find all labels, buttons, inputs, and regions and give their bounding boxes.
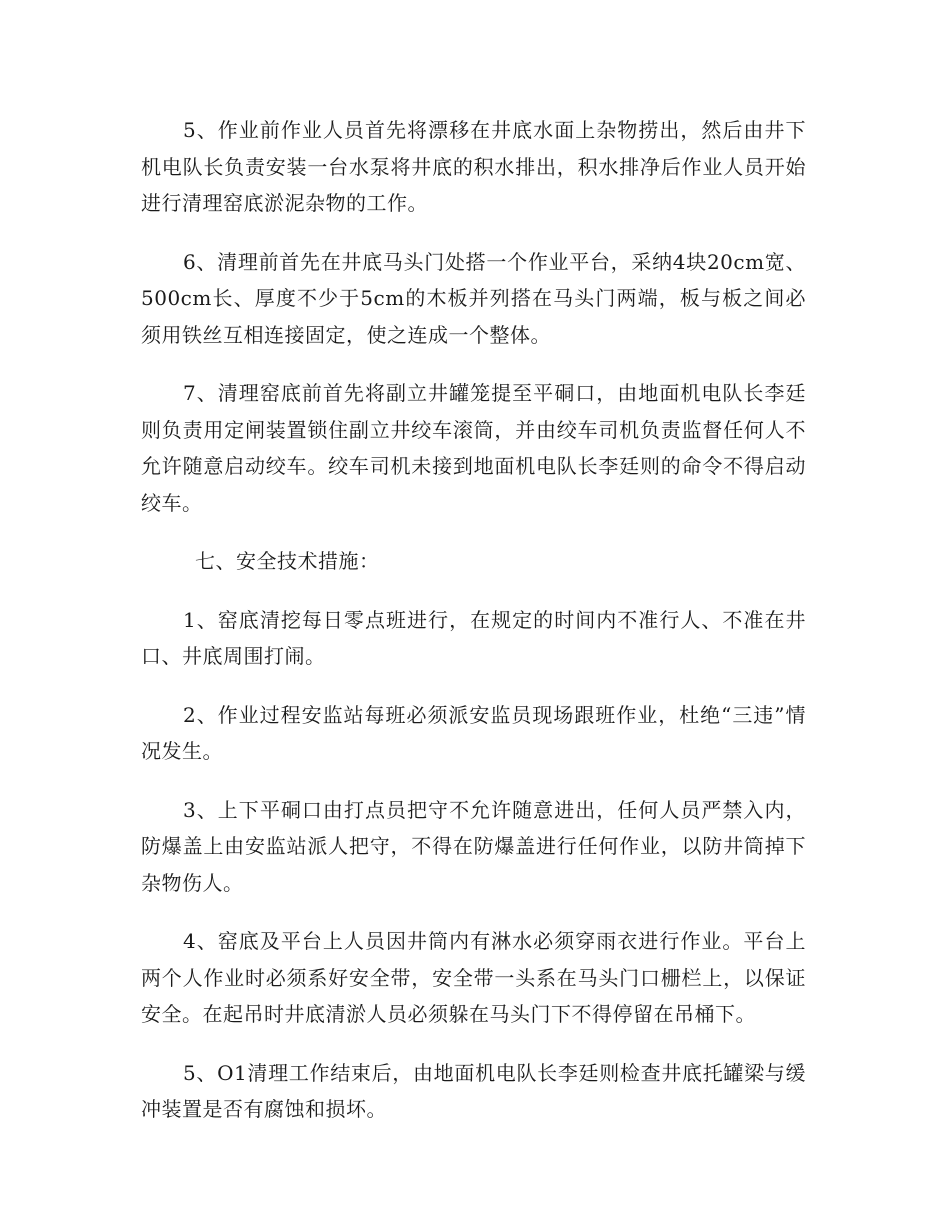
safety-item-1: 1、窑底清挖每日零点班进行，在规定的时间内不准行人、不准在井口、井底周围打闹。 [141, 607, 806, 668]
paragraph-7-cage-lock: 7、清理窑底前首先将副立井罐笼提至平硐口，由地面机电队长李廷则负责用定闸装置锁住副立井绞车滚筒，并由绞车司机负责监督任何人不允许随意启动绞车。绞车司机未接到地面机电队长李廷则的命令不得启动绞车。 [141, 381, 806, 515]
paragraph-5-pre-work-drainage: 5、作业前作业人员首先将漂移在井底水面上杂物捞出，然后由井下机电队长负责安装一台水泵将井底的积水排出，积水排净后作业人员开始进行清理窑底淤泥杂物的工作。 [141, 118, 806, 215]
safety-item-3: 3、上下平硐口由打点员把守不允许随意进出，任何人员严禁入内，防爆盖上由安监站派人把守，不得在防爆盖进行任何作业，以防井筒掉下杂物伤人。 [141, 797, 806, 895]
safety-item-2: 2、作业过程安监站每班必须派安监员现场跟班作业，杜绝“三违”情况发生。 [141, 702, 806, 763]
safety-item-4: 4、窑底及平台上人员因井筒内有淋水必须穿雨衣进行作业。平台上两个人作业时必须系好安全带，安全带一头系在马头门口栅栏上，以保证安全。在起吊时井底清淤人员必须躲在马头门下不得停留在吊桶下。 [141, 929, 806, 1026]
safety-item-5: 5、O1清理工作结束后，由地面机电队长李廷则检查井底托罐梁与缓冲装置是否有腐蚀和损坏。 [141, 1060, 806, 1121]
section-heading-safety-measures: 七、安全技术措施： [195, 549, 380, 573]
document-page [141, 112, 806, 1128]
paragraph-6-work-platform: 6、清理前首先在井底马头门处搭一个作业平台，采纳4块20cm宽、500cm长、厚度不少于5cm的木板并列搭在马头门两端，板与板之间必须用铁丝互相连接固定，使之连成一个整体。 [141, 249, 806, 347]
